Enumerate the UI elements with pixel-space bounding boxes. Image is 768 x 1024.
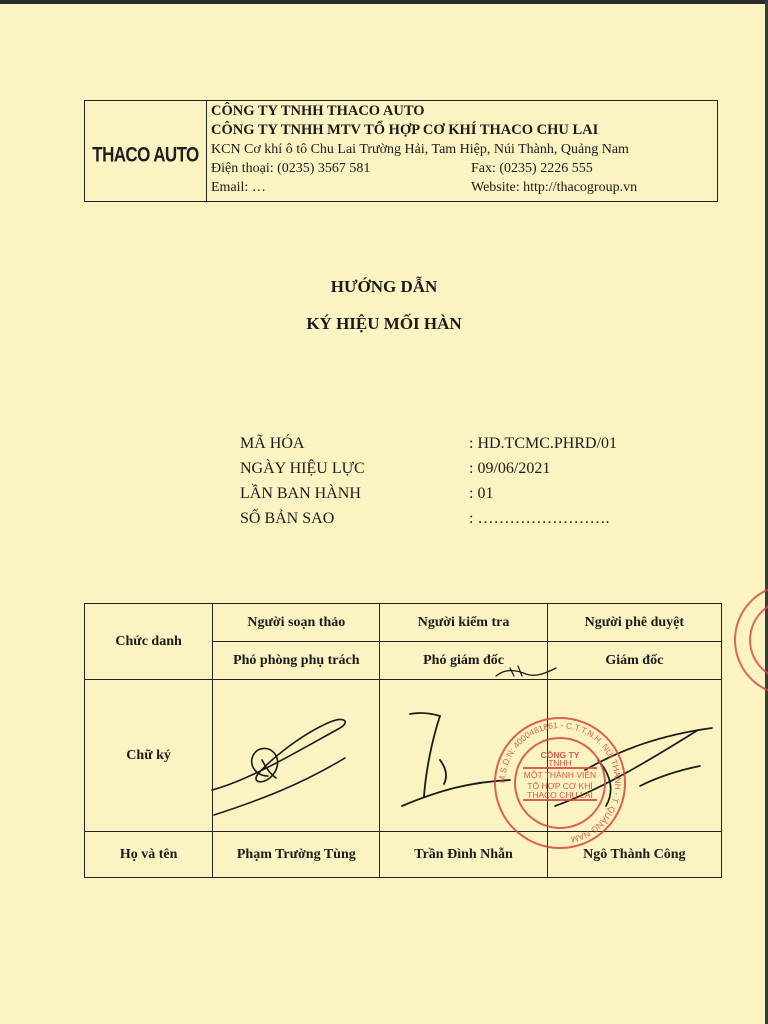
company-name-2: CÔNG TY TNHH MTV TỔ HỢP CƠ KHÍ THACO CHU LAI: [211, 122, 599, 138]
meta-row: [240, 456, 617, 481]
meta-value: : HD.TCMC.PHRD/01: [469, 435, 618, 452]
company-name-1: CÔNG TY TNHH THACO AUTO: [211, 103, 425, 119]
position-drafter: Phó phòng phụ trách: [213, 642, 380, 680]
role-approver: Người phê duyệt: [547, 604, 721, 642]
company-phone: Điện thoại: (0235) 3567 581: [211, 161, 371, 176]
meta-value: : 01: [469, 485, 494, 502]
stamp-ring-text: M.S.D.N: 4000481861 - C.T.T.N.H. NÚI THÀNH - T. QUẢNG NAM: [496, 719, 624, 845]
row-label-name: Họ và tên: [85, 832, 213, 878]
signature-table: [84, 603, 722, 878]
meta-label: LẦN BAN HÀNH: [240, 485, 361, 502]
company-address: KCN Cơ khí ô tô Chu Lai Trường Hải, Tam Hiệp, Núi Thành, Quảng Nam: [211, 142, 629, 157]
meta-row: [240, 431, 617, 456]
signature-cell-checker: [380, 680, 547, 832]
row-label-title: Chức danh: [85, 604, 213, 680]
role-drafter: Người soạn thảo: [213, 604, 380, 642]
partial-stamp-right: [735, 585, 768, 695]
role-checker: Người kiểm tra: [380, 604, 547, 642]
table-row: [85, 604, 722, 642]
position-approver: Giám đốc: [547, 642, 721, 680]
scan-top-edge: [0, 0, 768, 4]
contact-row: [211, 159, 717, 178]
name-approver: Ngô Thành Công: [547, 832, 721, 878]
signature-cell-drafter: [213, 680, 380, 832]
position-checker: Phó giám đốc: [380, 642, 547, 680]
table-row: [85, 832, 722, 878]
svg-text:CÔNG TY: CÔNG TY: [540, 750, 580, 760]
company-header: [84, 100, 718, 202]
logo-cell: [85, 101, 207, 201]
document-metadata: [240, 431, 617, 531]
meta-label: SỐ BẢN SAO: [240, 510, 335, 527]
meta-row: [240, 506, 617, 531]
svg-text:THACO CHU LAI: THACO CHU LAI: [527, 790, 593, 800]
svg-text:TỔ HỢP CƠ KHÍ: TỔ HỢP CƠ KHÍ: [527, 781, 593, 791]
name-drafter: Phạm Trường Tùng: [213, 832, 380, 878]
meta-value: : 09/06/2021: [469, 460, 551, 477]
svg-text:MỘT THÀNH VIÊN: MỘT THÀNH VIÊN: [523, 770, 597, 780]
table-row: [85, 680, 722, 832]
company-email: Email: …: [211, 180, 266, 195]
company-fax: Fax: (0235) 2226 555: [471, 161, 593, 176]
row-label-signature: Chữ ký: [85, 680, 213, 832]
signature-cell-approver: [547, 680, 721, 832]
name-checker: Trần Đình Nhẫn: [380, 832, 547, 878]
svg-text:TNHH: TNHH: [548, 758, 572, 768]
company-logo: THACO AUTO: [92, 142, 199, 167]
meta-label: MÃ HÓA: [240, 435, 305, 452]
document-title-line1: HƯỚNG DẪN: [330, 277, 438, 296]
document-title-line2: KÝ HIỆU MỐI HÀN: [306, 314, 462, 333]
company-info: [207, 101, 717, 201]
meta-row: [240, 481, 617, 506]
company-website: Website: http://thacogroup.vn: [471, 180, 638, 195]
web-row: [211, 178, 717, 197]
meta-value: : …………………….: [469, 510, 610, 527]
meta-label: NGÀY HIỆU LỰC: [240, 460, 365, 477]
